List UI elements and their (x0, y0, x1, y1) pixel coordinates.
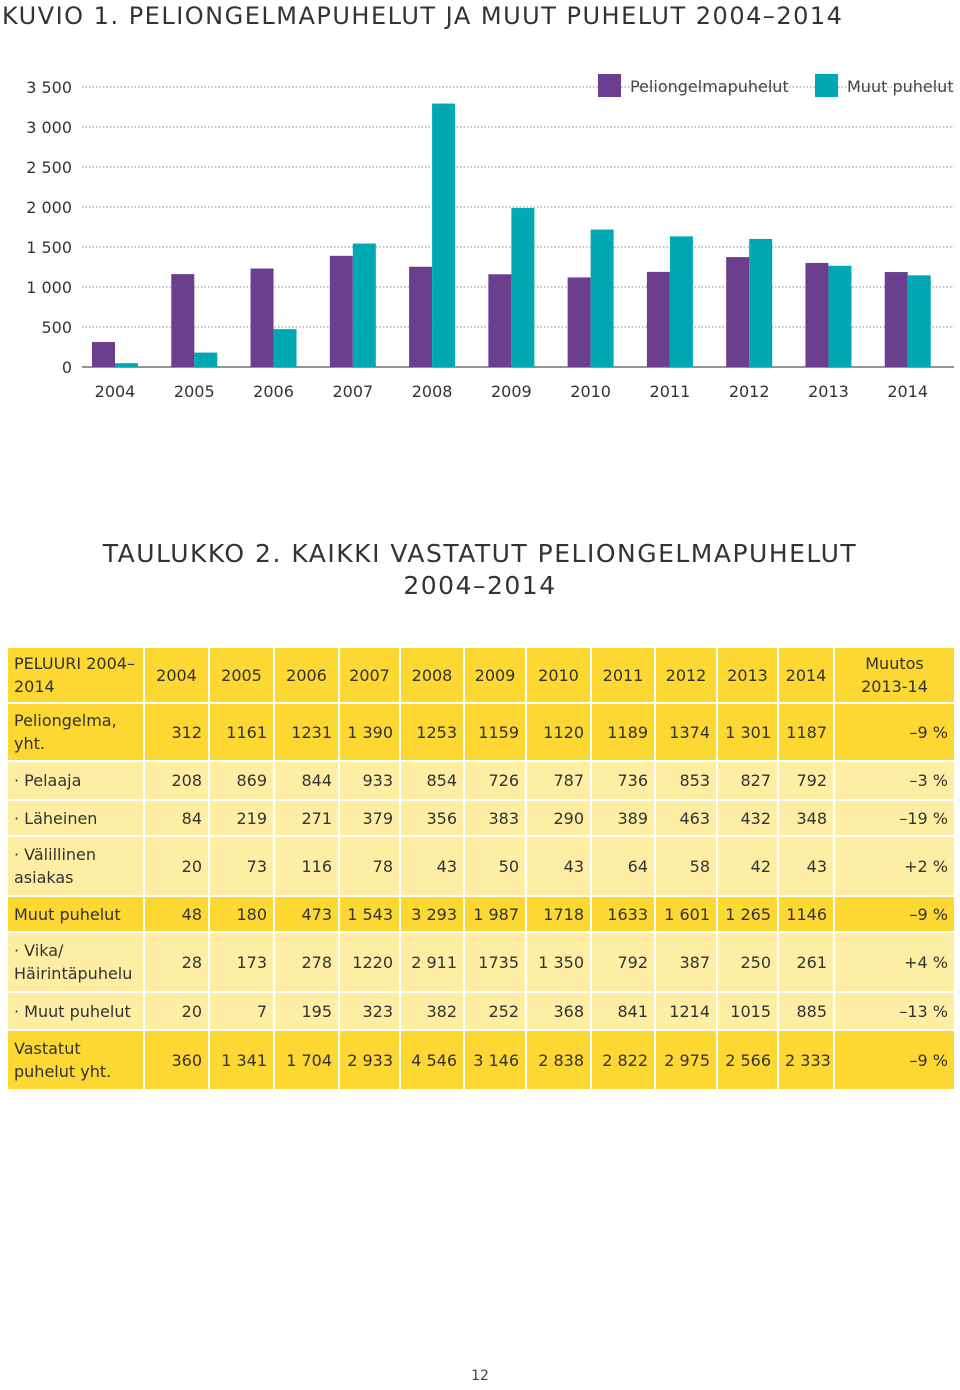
bar-series2 (591, 230, 614, 367)
change-cell: –13 % (834, 992, 955, 1030)
row-label: · Pelaaja (7, 761, 144, 800)
bar-series2 (908, 275, 931, 367)
change-cell: –9 % (834, 703, 955, 761)
table-cell: 250 (717, 932, 778, 992)
table-cell: 50 (464, 836, 526, 896)
row-label: Muut puhelut (7, 896, 144, 932)
table-title-line2: 2004–2014 (403, 571, 557, 600)
change-cell: –19 % (834, 800, 955, 836)
table-row (7, 896, 955, 932)
table-cell: 1187 (778, 703, 834, 761)
figure-title: KUVIO 1. PELIONGELMAPUHELUT JA MUUT PUHELUT 2004–2014 (2, 2, 844, 30)
table-cell: 1159 (464, 703, 526, 761)
table-cell: 58 (655, 836, 717, 896)
bar-series1 (409, 267, 432, 367)
table-cell: 2 566 (717, 1030, 778, 1090)
table-cell: 1253 (400, 703, 464, 761)
table-cell: 2 838 (526, 1030, 591, 1090)
table-cell: 48 (144, 896, 209, 932)
bar-series1 (726, 257, 749, 367)
legend-swatch (815, 74, 838, 97)
y-tick-label: 3 000 (26, 118, 72, 137)
table-cell: 360 (144, 1030, 209, 1090)
table-title-line1: TAULUKKO 2. KAIKKI VASTATUT PELIONGELMAPUHELUT (102, 539, 858, 568)
table-row (7, 1030, 955, 1090)
table-cell: 1718 (526, 896, 591, 932)
table-cell: 1120 (526, 703, 591, 761)
y-tick-label: 2 000 (26, 198, 72, 217)
change-cell: –9 % (834, 896, 955, 932)
page-number: 12 (471, 1368, 489, 1384)
header-year: 2007 (339, 647, 400, 703)
row-label: Vastatut puhelut yht. (7, 1030, 144, 1090)
bar-series1 (251, 269, 274, 367)
table-cell: 1 265 (717, 896, 778, 932)
bar-series1 (647, 272, 670, 367)
data-table (6, 646, 956, 1091)
y-tick-label: 1 000 (26, 278, 72, 297)
table-cell: 7 (209, 992, 274, 1030)
table-cell: 195 (274, 992, 339, 1030)
row-label: · Vika/ Häirintäpuhelu (7, 932, 144, 992)
change-cell: +4 % (834, 932, 955, 992)
table-cell: 2 933 (339, 1030, 400, 1090)
bar-series1 (568, 277, 591, 367)
table-cell: 387 (655, 932, 717, 992)
table-cell: 1220 (339, 932, 400, 992)
table-cell: 28 (144, 932, 209, 992)
table-cell: 271 (274, 800, 339, 836)
table-cell: 1 601 (655, 896, 717, 932)
header-change: Muutos 2013-14 (834, 647, 955, 703)
x-tick-label: 2010 (570, 382, 611, 401)
header-year: 2008 (400, 647, 464, 703)
bar-series2 (115, 363, 138, 367)
table-cell: 844 (274, 761, 339, 800)
x-tick-label: 2008 (411, 382, 453, 401)
table-cell: 348 (778, 800, 834, 836)
bar-series2 (432, 104, 455, 367)
table-cell: 4 546 (400, 1030, 464, 1090)
legend-label: Peliongelmapuhelut (630, 77, 789, 96)
header-year: 2009 (464, 647, 526, 703)
header-year: 2012 (655, 647, 717, 703)
table-cell: 173 (209, 932, 274, 992)
table-cell: 84 (144, 800, 209, 836)
bar-series1 (330, 256, 353, 367)
table-cell: 383 (464, 800, 526, 836)
bar-series1 (488, 274, 511, 367)
table-cell: 312 (144, 703, 209, 761)
table-cell: 323 (339, 992, 400, 1030)
bar-series1 (805, 263, 828, 367)
change-cell: +2 % (834, 836, 955, 896)
x-tick-label: 2011 (649, 382, 691, 401)
table-cell: 1 390 (339, 703, 400, 761)
table-cell: 1 704 (274, 1030, 339, 1090)
table-cell: 3 146 (464, 1030, 526, 1090)
table-cell: 208 (144, 761, 209, 800)
legend-label: Muut puhelut (847, 77, 954, 96)
table-cell: 1214 (655, 992, 717, 1030)
table-cell: 2 822 (591, 1030, 655, 1090)
header-year: 2004 (144, 647, 209, 703)
table-cell: 933 (339, 761, 400, 800)
header-year: 2013 (717, 647, 778, 703)
change-cell: –9 % (834, 1030, 955, 1090)
table-cell: 827 (717, 761, 778, 800)
table-cell: 20 (144, 992, 209, 1030)
table-cell: 43 (400, 836, 464, 896)
table-row (7, 703, 955, 761)
table-row (7, 800, 955, 836)
table-cell: 78 (339, 836, 400, 896)
table-cell: 2 333 (778, 1030, 834, 1090)
header-year: 2014 (778, 647, 834, 703)
table-cell: 73 (209, 836, 274, 896)
table-cell: 368 (526, 992, 591, 1030)
table-cell: 726 (464, 761, 526, 800)
table-cell: 42 (717, 836, 778, 896)
header-year: 2010 (526, 647, 591, 703)
table-cell: 1161 (209, 703, 274, 761)
table-cell: 1 543 (339, 896, 400, 932)
table-cell: 43 (526, 836, 591, 896)
y-tick-label: 1 500 (26, 238, 72, 257)
table-cell: 1 301 (717, 703, 778, 761)
table-cell: 1 987 (464, 896, 526, 932)
bar-series2 (670, 236, 693, 367)
table-cell: 736 (591, 761, 655, 800)
row-label: · Välillinen asiakas (7, 836, 144, 896)
y-tick-label: 3 500 (26, 78, 72, 97)
y-tick-label: 0 (61, 358, 72, 377)
table-cell: 787 (526, 761, 591, 800)
table-cell: 473 (274, 896, 339, 932)
change-cell: –3 % (834, 761, 955, 800)
legend-swatch (598, 74, 621, 97)
table-cell: 290 (526, 800, 591, 836)
table-cell: 854 (400, 761, 464, 800)
table-cell: 43 (778, 836, 834, 896)
bar-series2 (828, 266, 851, 367)
table-cell: 1 350 (526, 932, 591, 992)
table-header-row (7, 647, 955, 703)
bar-series1 (92, 342, 115, 367)
table-row (7, 836, 955, 896)
bar-chart (0, 60, 960, 410)
table-cell: 2 911 (400, 932, 464, 992)
table-cell: 356 (400, 800, 464, 836)
header-year: 2005 (209, 647, 274, 703)
x-tick-label: 2004 (94, 382, 136, 401)
bar-series1 (171, 274, 194, 367)
bar-series2 (749, 239, 772, 367)
table-cell: 841 (591, 992, 655, 1030)
table-row (7, 932, 955, 992)
x-tick-label: 2014 (887, 382, 929, 401)
table-cell: 792 (591, 932, 655, 992)
y-tick-label: 2 500 (26, 158, 72, 177)
row-label: Peliongelma, yht. (7, 703, 144, 761)
bar-series2 (353, 244, 376, 367)
x-tick-label: 2007 (332, 382, 374, 401)
table-cell: 792 (778, 761, 834, 800)
table-cell: 219 (209, 800, 274, 836)
table-cell: 1189 (591, 703, 655, 761)
header-year: 2006 (274, 647, 339, 703)
y-tick-label: 500 (41, 318, 72, 337)
row-label: · Läheinen (7, 800, 144, 836)
table-cell: 261 (778, 932, 834, 992)
table-cell: 20 (144, 836, 209, 896)
table-cell: 1146 (778, 896, 834, 932)
x-tick-label: 2013 (808, 382, 849, 401)
table-cell: 379 (339, 800, 400, 836)
table-cell: 1231 (274, 703, 339, 761)
x-tick-label: 2006 (253, 382, 294, 401)
bar-series2 (511, 208, 534, 367)
table-cell: 389 (591, 800, 655, 836)
table-cell: 463 (655, 800, 717, 836)
x-tick-label: 2005 (173, 382, 215, 401)
table-row (7, 992, 955, 1030)
x-tick-label: 2012 (728, 382, 770, 401)
table-cell: 885 (778, 992, 834, 1030)
bar-series1 (885, 272, 908, 367)
table-cell: 180 (209, 896, 274, 932)
header-year: 2011 (591, 647, 655, 703)
bar-series2 (274, 329, 297, 367)
table-row (7, 761, 955, 800)
table-cell: 432 (717, 800, 778, 836)
table-cell: 278 (274, 932, 339, 992)
table-cell: 1633 (591, 896, 655, 932)
row-label: · Muut puhelut (7, 992, 144, 1030)
table-cell: 1735 (464, 932, 526, 992)
bar-series2 (194, 353, 217, 367)
table-title (0, 538, 960, 602)
table-cell: 3 293 (400, 896, 464, 932)
table-cell: 1015 (717, 992, 778, 1030)
table-cell: 869 (209, 761, 274, 800)
header-label: PELUURI 2004–2014 (7, 647, 144, 703)
table-cell: 252 (464, 992, 526, 1030)
table-cell: 2 975 (655, 1030, 717, 1090)
x-tick-label: 2009 (491, 382, 532, 401)
table-cell: 382 (400, 992, 464, 1030)
table-cell: 1374 (655, 703, 717, 761)
table-cell: 64 (591, 836, 655, 896)
table-cell: 116 (274, 836, 339, 896)
table-cell: 853 (655, 761, 717, 800)
table-cell: 1 341 (209, 1030, 274, 1090)
